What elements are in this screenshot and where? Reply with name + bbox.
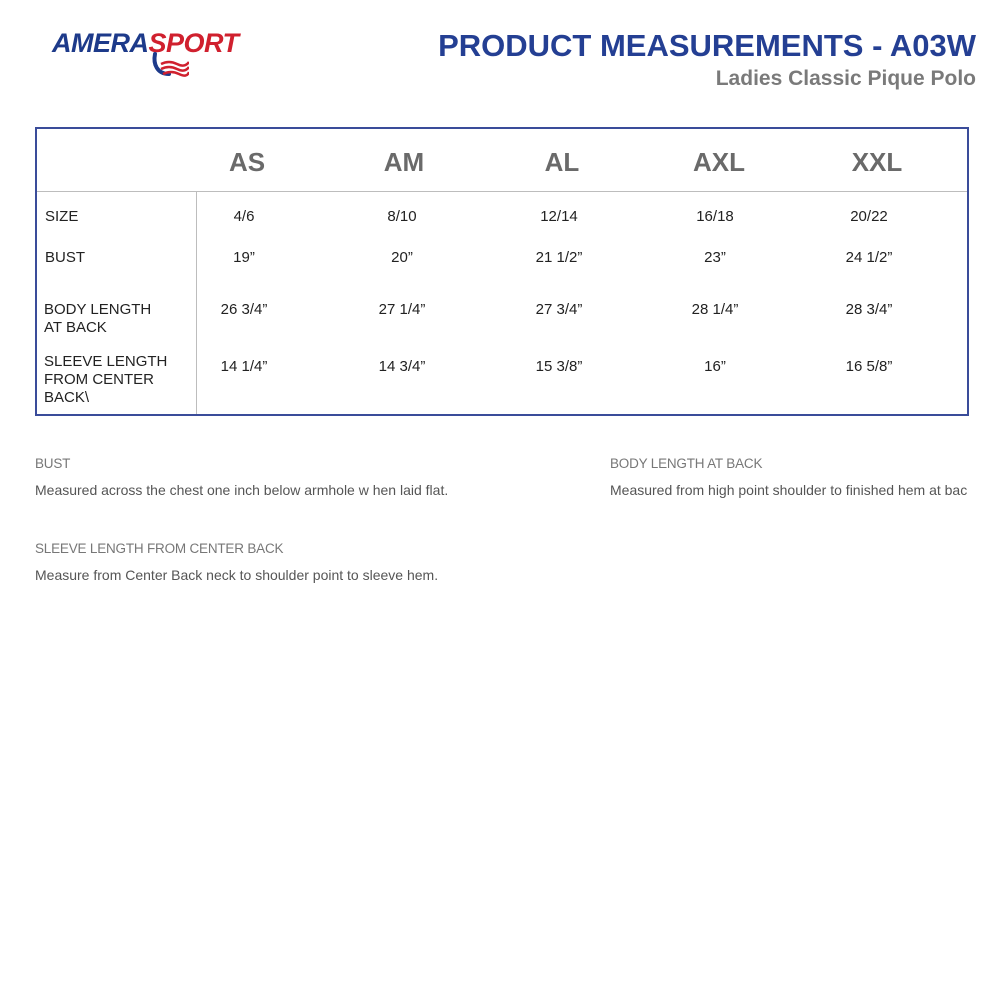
column-header-xxl: XXL — [851, 147, 903, 177]
column-header-al: AL — [544, 147, 580, 177]
page-title: PRODUCT MEASUREMENTS - A03W — [438, 28, 976, 63]
row-label-body-length: BODY LENGTH AT BACK — [44, 301, 152, 336]
brand-name-part1: AMERA — [52, 28, 149, 58]
table-cell: 20” — [391, 249, 413, 266]
note-title-body-length: BODY LENGTH AT BACK — [610, 456, 763, 471]
table-cell: 20/22 — [850, 208, 888, 225]
table-cell: 4/6 — [233, 208, 255, 225]
column-header-axl: AXL — [693, 147, 745, 177]
column-header-as: AS — [228, 147, 266, 177]
table-cell: 19” — [233, 249, 255, 266]
row-label-size: SIZE — [45, 208, 79, 225]
table-cell: 16” — [704, 358, 726, 375]
table-cell: 27 1/4” — [378, 301, 426, 318]
table-cell: 28 3/4” — [845, 301, 893, 318]
note-title-bust: BUST — [35, 456, 71, 471]
table-cell: 27 3/4” — [535, 301, 583, 318]
brand-name-part2: SPORT — [148, 28, 239, 58]
note-title-sleeve-length: SLEEVE LENGTH FROM CENTER BACK — [35, 541, 284, 556]
table-cell: 14 3/4” — [378, 358, 426, 375]
table-cell: 14 1/4” — [220, 358, 268, 375]
note-text-sleeve-length: Measure from Center Back neck to shoulder point to sleeve hem. — [35, 567, 439, 583]
table-cell: 15 3/8” — [535, 358, 583, 375]
table-cell: 23” — [704, 249, 726, 266]
table-header-divider — [37, 191, 967, 192]
row-label-bust: BUST — [45, 249, 86, 266]
column-header-am: AM — [383, 147, 425, 177]
table-cell: 21 1/2” — [535, 249, 583, 266]
table-cell: 12/14 — [540, 208, 578, 225]
flag-swoosh-icon — [149, 50, 189, 80]
measurements-table — [35, 127, 969, 416]
table-cell: 16 5/8” — [845, 358, 893, 375]
table-cell: 28 1/4” — [691, 301, 739, 318]
row-label-sleeve-length: SLEEVE LENGTH FROM CENTER BACK\ — [44, 353, 168, 406]
note-text-bust: Measured across the chest one inch below armhole w hen laid flat. — [35, 482, 449, 498]
brand-logo — [52, 28, 282, 84]
page-subtitle: Ladies Classic Pique Polo — [715, 67, 976, 90]
note-text-body-length: Measured from high point shoulder to finished hem at bac — [610, 482, 968, 498]
table-cell: 24 1/2” — [845, 249, 893, 266]
brand-wordmark — [52, 28, 239, 59]
table-cell: 16/18 — [696, 208, 734, 225]
table-cell: 26 3/4” — [220, 301, 268, 318]
table-cell: 8/10 — [387, 208, 417, 225]
